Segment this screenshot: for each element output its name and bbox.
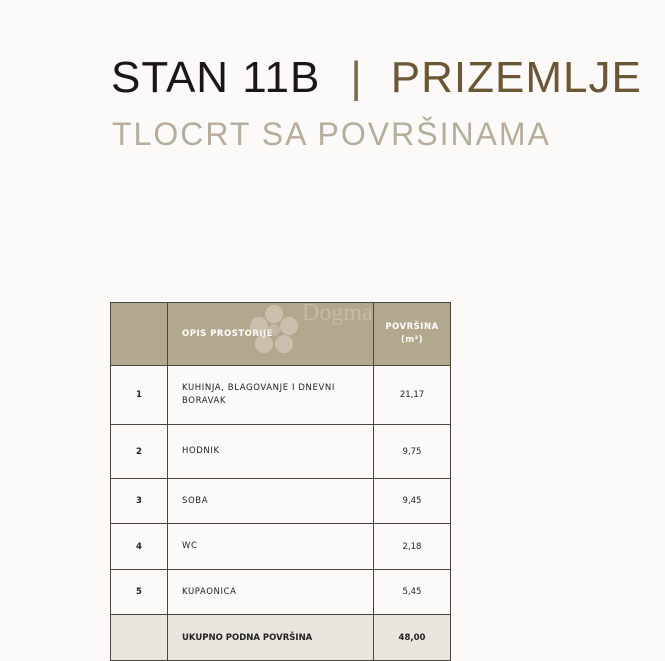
- total-label: UKUPNO PODNA POVRŠINA: [168, 615, 374, 661]
- row-description: WC: [168, 524, 374, 570]
- table-row: [111, 570, 451, 615]
- row-description: SOBA: [168, 479, 374, 524]
- title-separator: |: [350, 53, 363, 102]
- row-number: 1: [111, 366, 168, 425]
- table-row: [111, 524, 451, 570]
- total-row: [111, 615, 451, 661]
- table-row: [111, 425, 451, 479]
- total-area: 48,00: [374, 615, 451, 661]
- watermark-text: Dogma: [302, 300, 373, 326]
- row-description: KUHINJA, BLAGOVANJE I DNEVNI BORAVAK: [168, 366, 374, 425]
- page-subtitle: TLOCRT SA POVRŠINAMA: [112, 116, 551, 152]
- page-title: [111, 52, 642, 104]
- unit-title: STAN 11B: [111, 53, 321, 102]
- table-row: [111, 366, 451, 425]
- table-header-row: [111, 303, 451, 366]
- table-row: [111, 479, 451, 524]
- row-area: 9,75: [374, 425, 451, 479]
- row-area: 2,18: [374, 524, 451, 570]
- row-number: 4: [111, 524, 168, 570]
- header-number: [111, 303, 168, 366]
- row-area: 5,45: [374, 570, 451, 615]
- row-number: 3: [111, 479, 168, 524]
- floor-title: PRIZEMLJE: [390, 53, 642, 102]
- row-description: HODNIK: [168, 425, 374, 479]
- row-number: 2: [111, 425, 168, 479]
- header-description: OPIS PROSTORIJE: [168, 303, 374, 366]
- header-area: POVRŠINA (m²): [374, 303, 451, 366]
- row-area: 9,45: [374, 479, 451, 524]
- row-number: 5: [111, 570, 168, 615]
- area-table: [110, 302, 451, 661]
- row-area: 21,17: [374, 366, 451, 425]
- total-number-cell: [111, 615, 168, 661]
- row-description: KUPAONICA: [168, 570, 374, 615]
